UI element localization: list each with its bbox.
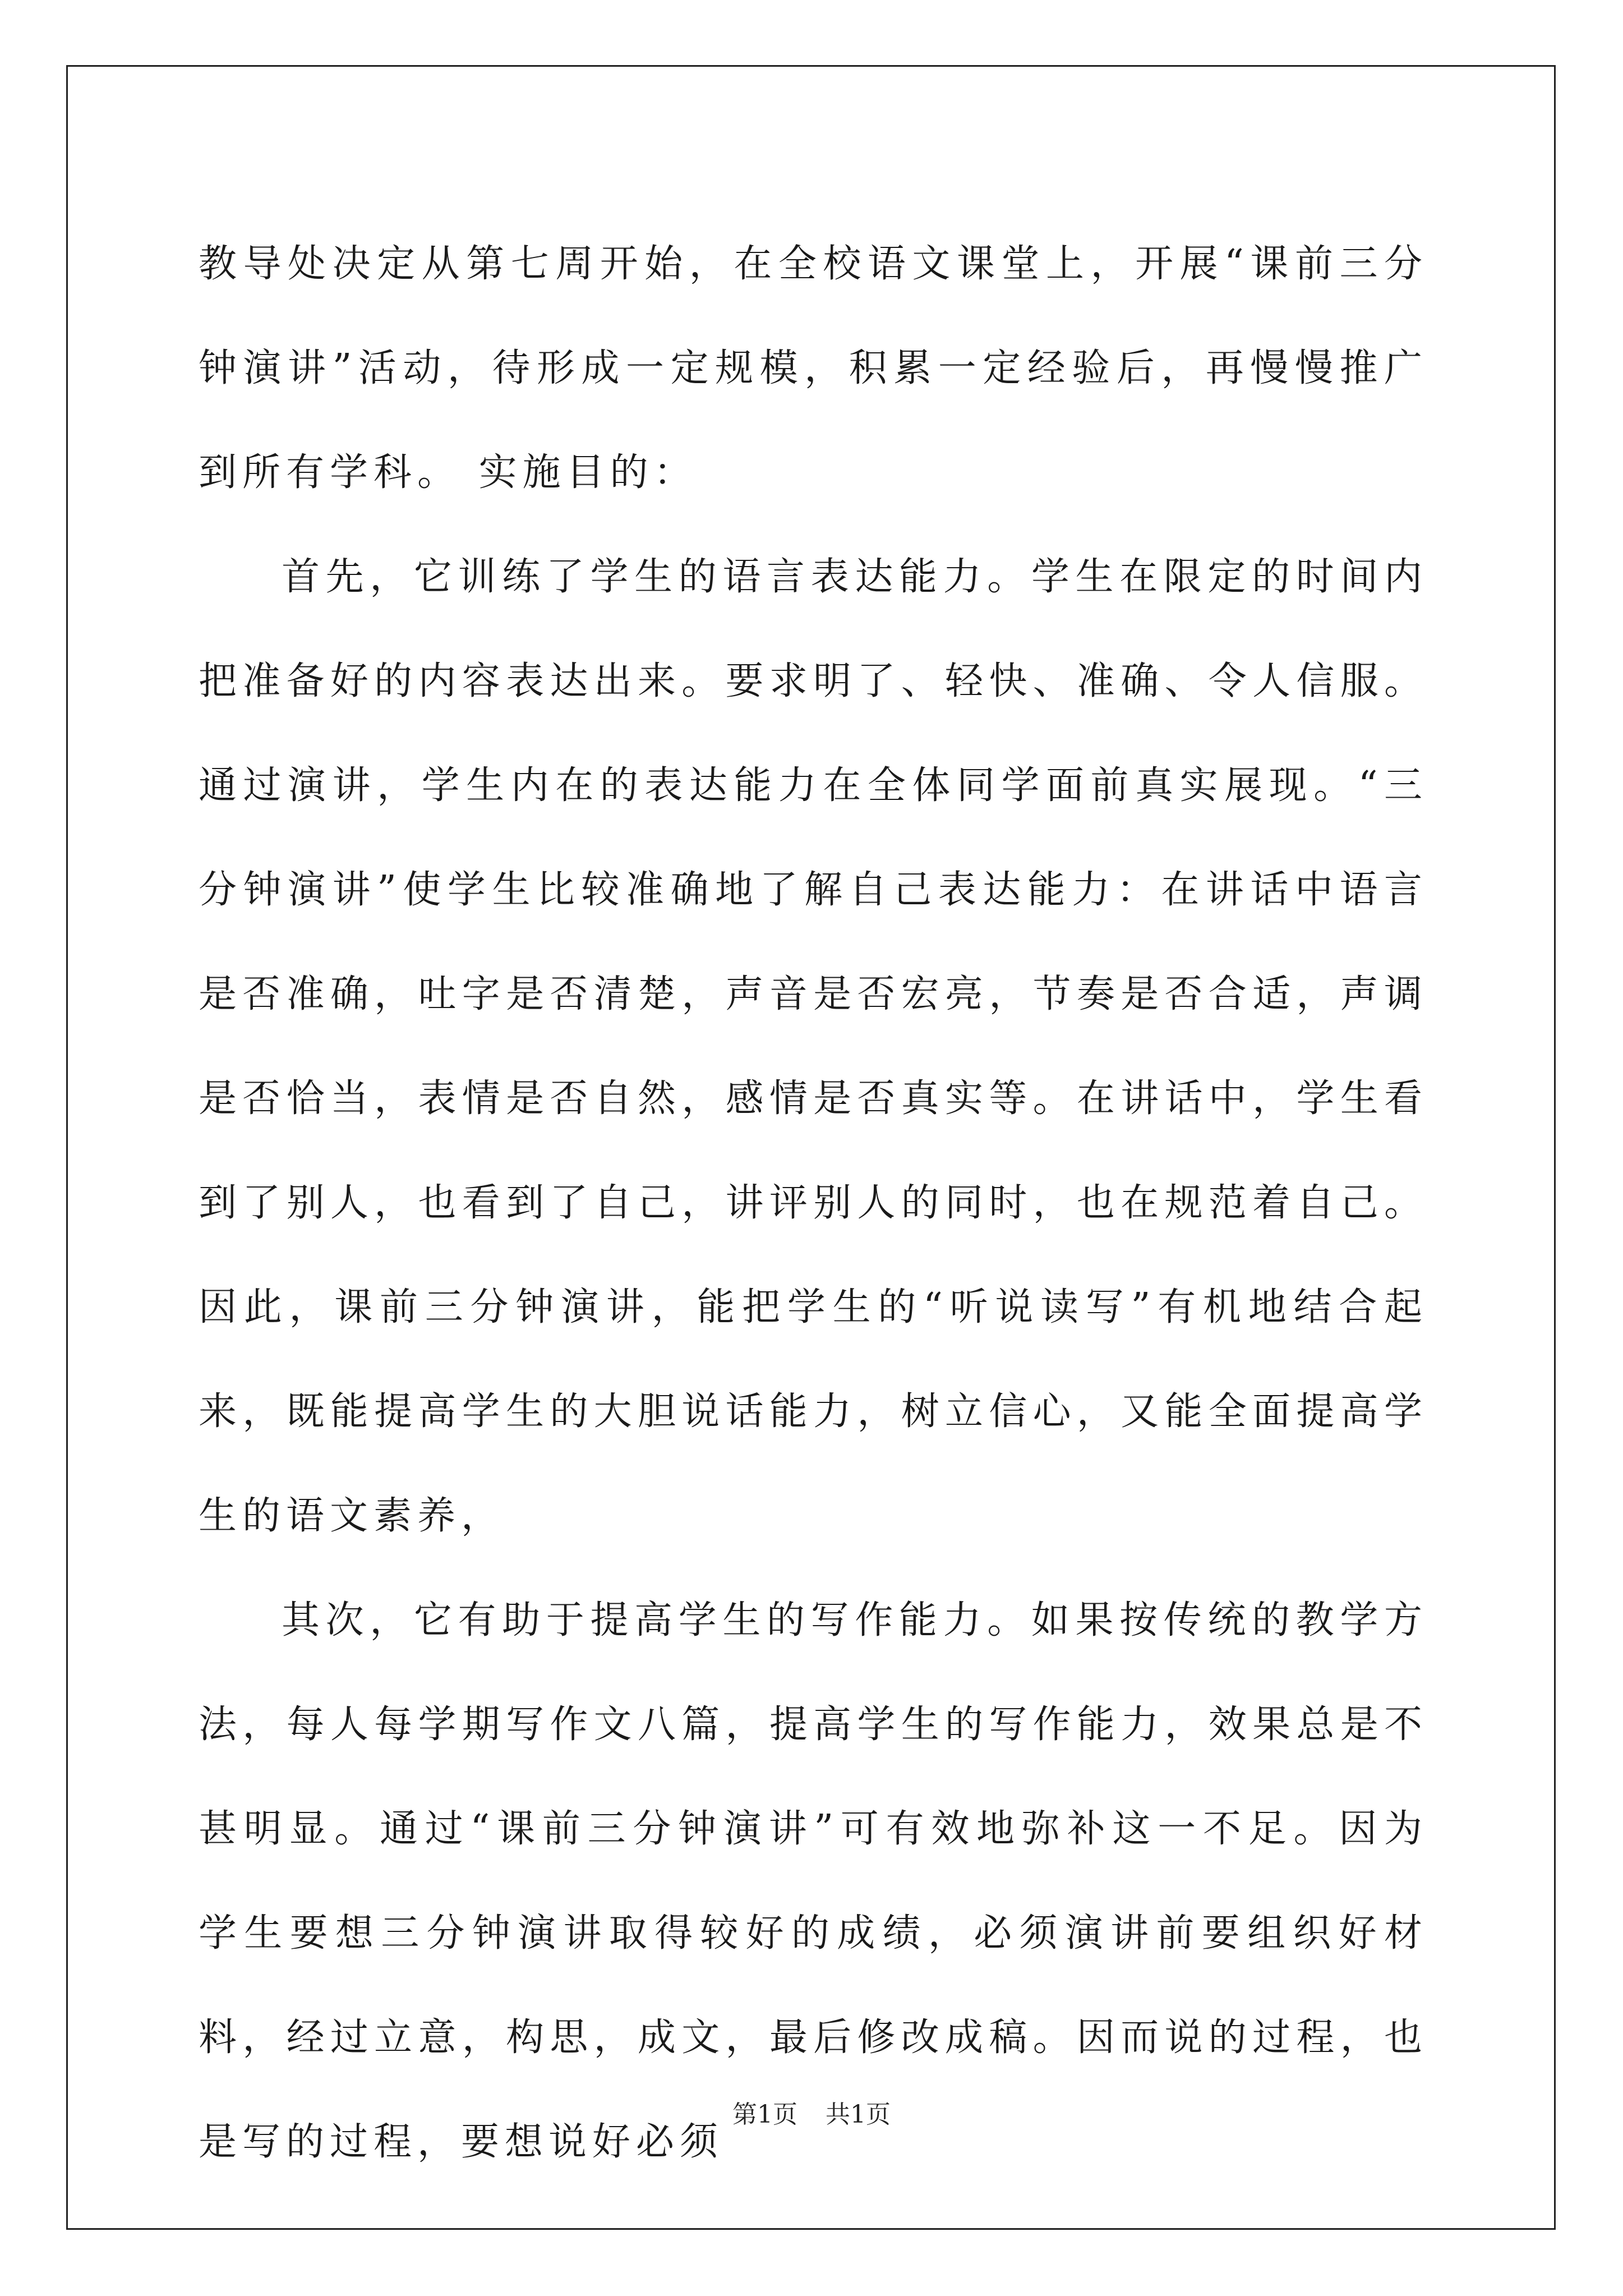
page-footer (0, 2098, 1623, 2132)
document-body (199, 212, 1428, 2194)
paragraph-intro: 教导处决定从第七周开始，在全校语文课堂上，开展“课前三分钟演讲”活动，待形成一定规模，积累一定经验后，再慢慢推广到所有学科。 实施目的： (199, 242, 1428, 495)
page-number-total: 共1页 (826, 2100, 891, 2129)
page-number-current: 第1页 (732, 2100, 797, 2129)
paragraph-first-purpose: 首先，它训练了学生的语言表达能力。学生在限定的时间内把准备好的内容表达出来。要求明了、轻快、准确、令人信服。通过演讲，学生内在的表达能力在全体同学面前真实展现。“三分钟演讲”使学生比较准确地了解自己表达能力：在讲话中语言是否准确，吐字是否清楚，声音是否宏亮，节奏是否合适，声调是否恰当，表情是否自然，感情是否真实等。在讲话中，学生看到了别人，也看到了自己，讲评别人的同时，也在规范着自己。 因此，课前三分钟演讲，能把学生的“听说读写”有机地结合起来，既能提高学生的大胆说话能力，树立信心，又能全面提高学生的语文素养， (199, 555, 1428, 1538)
paragraph-second-purpose: 其次，它有助于提高学生的写作能力。如果按传统的教学方法，每人每学期写作文八篇，提高学生的写作能力，效果总是不甚明显。通过“课前三分钟演讲”可有效地弥补这一不足。因为学生要想三分钟演讲取得较好的成绩，必须演讲前要组织好材料，经过立意，构思，成文，最后修改成稿。因而说的过程，也是写的过程，要想说好必须 (199, 1598, 1428, 2164)
